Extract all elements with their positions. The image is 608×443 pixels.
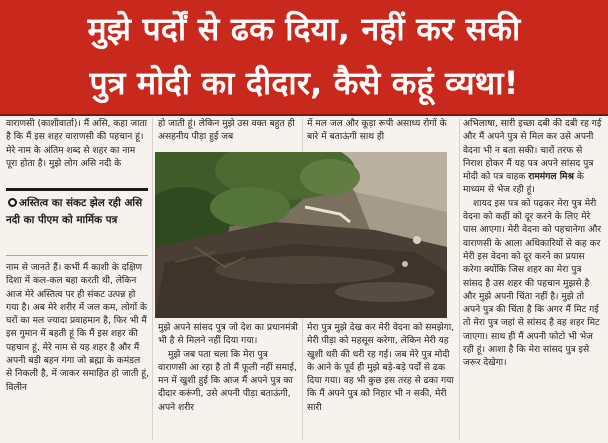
headline-banner [0, 0, 608, 116]
column-3-top [307, 118, 457, 145]
paragraph-text: अभिलाषा, सारी इच्छा दबी की दबी रह गई और मैं अपने पुत्र से मिल कर उसे अपनी वेदना भी न बता सकी। चारों तरफ से निराश होकर मैं यह पत्र अपने सांसद पुत्र मोदी को पत्र वाहक [463, 119, 602, 183]
column-4 [463, 118, 603, 440]
article-paragraph: मुझे अपने सांसद पुत्र जो देश का प्रधानमंत्री भी है से मिलने नहीं दिया गया। [158, 323, 298, 347]
river-photo-image [155, 152, 447, 318]
article-paragraph [463, 118, 603, 198]
column-2-top [158, 118, 298, 145]
column-3-bottom [307, 322, 457, 440]
article-paragraph: हो जाती हूं। लेकिन मुझे उस वक्त बहुत ही असहनीय पीड़ा हुई जब [158, 119, 295, 143]
column-divider [459, 118, 460, 440]
article-paragraph: नाम से जानते हैं। कभी मैं काशी के दक्षिण दिशा में कल-कल बहा करती थी, लेकिन आज मेरे अस्तित्व पर ही संकट उत्पन्न हो गया है। अब मेरे शरीर में जल कम, लोगों के घरों का मल ज्यादा प्रवाहमान है, फिर भी मैं इस गुमान में बहती हूं कि मैं इस शहर की पहचान हूं, मेरे नाम से यह शहर है और मैं अपनी बड़ी बहन गंगा जो ब्रह्मा के कमंडल से निकली है, में जाकर समाहित हो जाती हूं, विलीन [6, 263, 149, 393]
article-paragraph: में मल जल और कूड़ा रूपी असाध्य रोगों के बारे में बताऊंगी साथ ही [307, 119, 447, 143]
column-2-bottom [158, 322, 298, 440]
river-photo [155, 152, 447, 318]
article-paragraph: मुझे जब पता चला कि मेरा पुत्र वाराणसी आ रहा है तो मैं फूली नहीं समाई, मन में खुशी हुई कि आज मैं अपने पुत्र का दीदार करूंगी, उसे अपनी पीड़ा बताऊंगी, अपने शरीर [158, 349, 297, 413]
column-divider [152, 118, 153, 440]
column-1-bottom [6, 262, 149, 440]
paragraph-text: के माध्यम से भेज रही हूं। [463, 172, 584, 196]
article-paragraph: वाराणसी (काशीवार्ता)। मैं असि, कहा जाता है कि मैं इस शहर वाराणसी की पहचान हूं। मेरे नाम के अंतिम शब्द से शहर का नाम पूरा होता है। मुझे लोग असि नदी के [6, 119, 147, 169]
subheadline: अस्तित्व का संकट झेल रही असि नदी का पीएम को मार्मिक पत्र [6, 197, 143, 226]
article-paragraph: शायद इस पत्र को पढ़कर मेरा पुत्र मेरी वेदना को कहीं को दूर करने के लिए मेरे पास आएगा। मेरी वेदना को पहचानेगा और वाराणसी के आला अधिकारियों से कह कर मेरी इस वेदना को दूर करने का प्रयास करेगा क्योंकि जिस शहर का मेरा पुत्र सांसद है उस शहर की पहचान मुझसे है और मुझे अपनी चिंता नहीं है। मुझे तो अपने पुत्र की चिंता है कि अगर मैं मिट गई तो मेरा पुत्र जहां से सांसद है वह शहर मिट जाएगा। साथ ही मैं अपनी फोटो भी भेज रही हूं। आशा है कि मेरा सांसद पुत्र इसे जरूर देखेगा। [463, 198, 602, 369]
headline-line-1: मुझे पर्दों से ढक दिया, नहीं कर सकी [87, 10, 521, 48]
letter-bearer-name: राममंगल मिश्र [528, 172, 574, 183]
headline-line-2: पुत्र मोदी का दीदार, कैसे कहूं व्यथा! [89, 64, 519, 102]
subheadline-box [6, 188, 148, 256]
article-paragraph: मेरा पुत्र मुझे देख कर मेरी वेदना को समझेगा, मेरी पीड़ा को महसूस करेगा, लेकिन मेरी यह खुशी धरी की धरी रह गई। जब मेरे पुत्र मोदी के आने के पूर्व ही मुझे बड़े-बड़े पर्दों से ढक दिया गया। वह भी कुछ इस तरह से ढका गया कि मैं अपने पुत्र को निहार भी न सकी, मेरी सारी [307, 323, 455, 413]
column-1-top [6, 118, 149, 171]
